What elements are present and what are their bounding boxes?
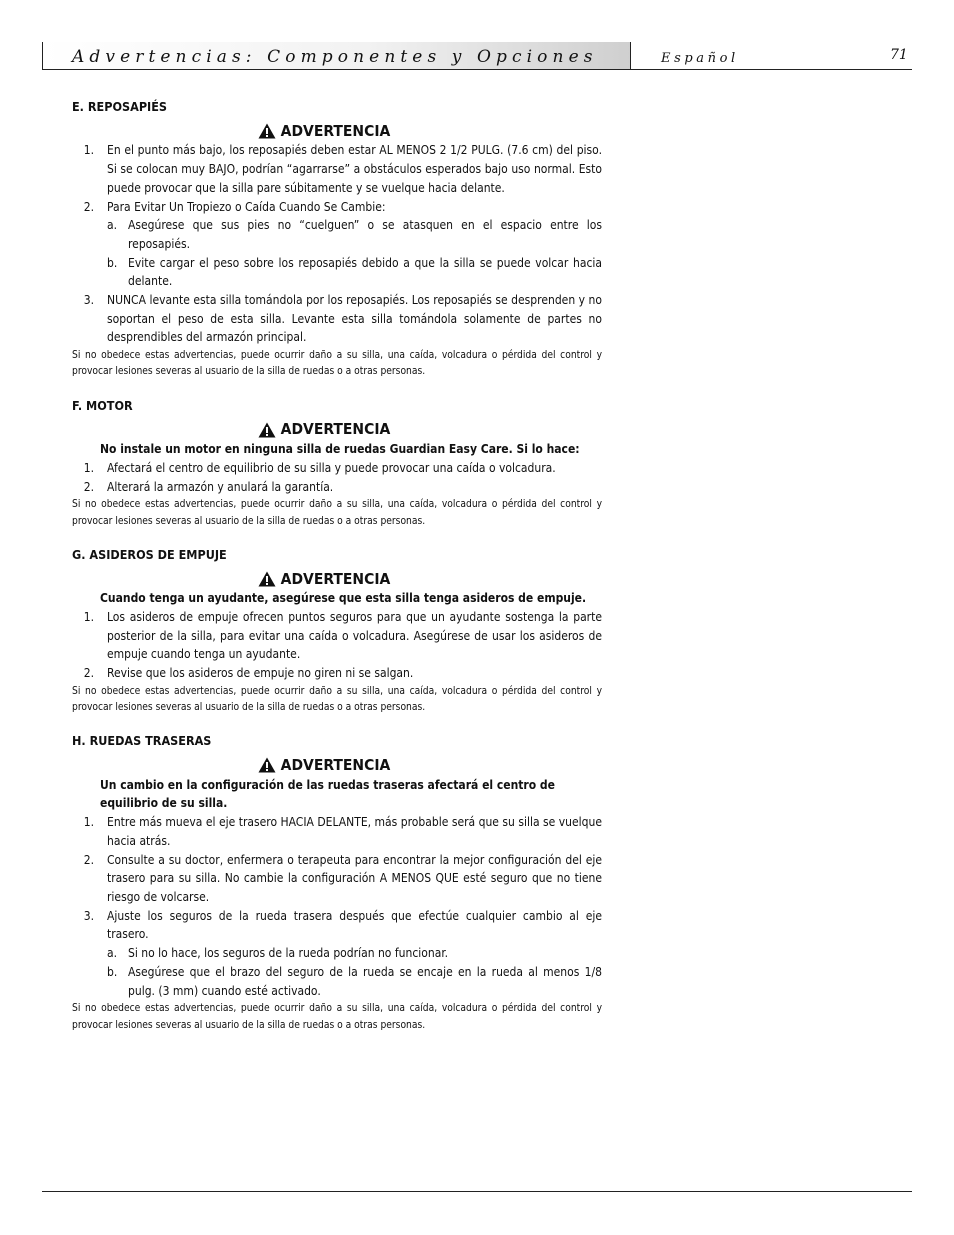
list-item: 2. Alterará la armazón y anulará la garantía. [83, 479, 334, 494]
list-item: 2. Revise que los asideros de empuje no giren ni se salgan. [83, 666, 414, 681]
warning-triangle-icon [258, 757, 276, 773]
footer-rule [42, 1191, 912, 1192]
warning-label: ADVERTENCIA [280, 121, 391, 140]
list-item: 1. Afectará el centro de equilibrio de su silla y puede provocar una caída o volcadura. [83, 460, 556, 475]
section-heading-f: F. MOTOR [72, 397, 133, 413]
warning-heading [72, 570, 602, 589]
warning-note: Si no obedece estas advertencias, puede ocurrir daño a su silla, una caída, volcadura o pérdida del control y provocar lesiones severas al usuario de la silla de ruedas o a otras personas. [72, 685, 602, 714]
list-item: 2. Para Evitar Un Tropiezo o Caída Cuando Se Cambie: [83, 199, 386, 214]
section-heading-g: G. ASIDEROS DE EMPUJE [72, 546, 227, 562]
warning-lead: No instale un motor en ninguna silla de ruedas Guardian Easy Care. Si lo hace: [100, 442, 580, 457]
warning-note: Si no obedece estas advertencias, puede ocurrir daño a su silla, una caída, volcadura o pérdida del control y provocar lesiones severas al usuario de la silla de ruedas o a otras personas. [72, 499, 602, 527]
warning-label: ADVERTENCIA [280, 420, 391, 439]
warning-triangle-icon [258, 571, 276, 587]
warning-note: Si no obedece estas advertencias, puede ocurrir daño a su silla, una caída, volcadura o pérdida del control y provocar lesiones severas al usuario de la silla de ruedas o a otras personas. [72, 1003, 602, 1031]
warning-label: ADVERTENCIA [280, 569, 391, 588]
header-divider [630, 42, 631, 70]
main-content [72, 98, 602, 1034]
warning-heading [72, 122, 602, 141]
list-item: 1. Los asideros de empuje ofrecen puntos seguros para que un ayudante sostenga la parte posterior de la silla, para evitar una caída o volcadura. Asegúrese de usar los asideros de empuje cuando tenga un ayudante. [83, 609, 602, 662]
page-number: 71 [890, 47, 908, 63]
warning-triangle-icon [258, 422, 276, 438]
list-item: 1. Entre más mueva el eje trasero HACIA DELANTE, más probable será que su silla se vuelque hacia atrás. [83, 815, 602, 848]
warning-label: ADVERTENCIA [280, 756, 391, 775]
warning-lead: Un cambio en la configuración de las ruedas traseras afectará el centro de equilibrio de su silla. [100, 777, 555, 811]
list-item: 1. En el punto más bajo, los reposapiés deben estar AL MENOS 2 1/2 PULG. (7.6 cm) del piso. Si se colocan muy BAJO, podrían “agarrarse” a obstáculos esperados bajo uso normal. Esto puede provocar que la silla pare súbitamente y se vuelque hacia delante. [83, 143, 602, 195]
list-item: 2. Consulte a su doctor, enfermera o terapeuta para encontrar la mejor configuración del eje trasero para su silla. No cambie la configuración A MENOS QUE esté seguro que no tiene riesgo de volcarse. [83, 852, 602, 904]
warning-triangle-icon [258, 123, 276, 139]
page-title: Advertencias: Componentes y Opciones [72, 47, 598, 67]
list-item: 3. NUNCA levante esta silla tomándola por los reposapiés. Los reposapiés se desprenden y no soportan el peso de esta silla. Levante esta silla tomándola solamente de partes no desprendibles del armazón principal. [83, 293, 602, 345]
warning-heading [72, 420, 602, 439]
section-heading-h: H. RUEDAS TRASERAS [72, 733, 212, 749]
section-heading-e: E. REPOSAPIÉS [72, 99, 168, 114]
sub-list-item: a. Si no lo hace, los seguros de la rueda podrían no funcionar. [107, 946, 449, 961]
header-rule [42, 69, 912, 70]
language-label: Español [661, 51, 739, 66]
warning-heading [72, 756, 602, 775]
sub-list-item: b. Asegúrese que el brazo del seguro de la rueda se encaje en la rueda al menos 1/8 pulg. (3 mm) cuando esté activado. [107, 964, 602, 998]
sub-list-item: a. Asegúrese que sus pies no “cuelguen” o se atasquen en el espacio entre los reposapiés. [107, 218, 602, 251]
sub-list-item: b. Evite cargar el peso sobre los reposapiés debido a que la silla se puede volcar hacia delante. [107, 255, 602, 289]
warning-note: Si no obedece estas advertencias, puede ocurrir daño a su silla, una caída, volcadura o pérdida del control y provocar lesiones severas al usuario de la silla de ruedas o a otras personas. [72, 350, 602, 378]
list-item: 3. Ajuste los seguros de la rueda trasera después que efectúe cualquier cambio al eje trasero. [83, 908, 602, 942]
warning-lead: Cuando tenga un ayudante, asegúrese que esta silla tenga asideros de empuje. [100, 591, 587, 606]
